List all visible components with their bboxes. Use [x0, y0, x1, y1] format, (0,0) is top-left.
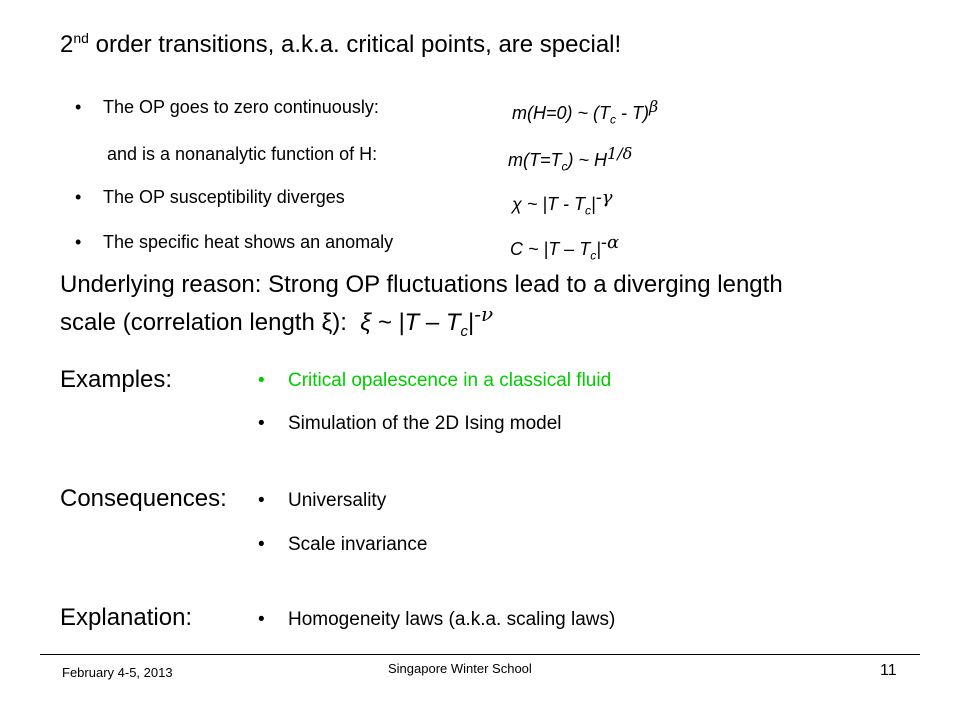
bullet-marker: • — [258, 534, 265, 555]
bullet-marker: • — [75, 187, 82, 207]
bullet-text-op-zero: The OP goes to zero continuously: — [103, 97, 379, 117]
footer-divider — [40, 654, 920, 655]
example-item-ising: Simulation of the 2D Ising model — [288, 413, 562, 434]
formula-specific-heat: C ~ $|T - T_c|^{-\alpha}$ — [510, 232, 620, 263]
reason-line-2: scale (correlation length ξ): ξ ~ $|T - T_c|^{-\nu}$ — [60, 302, 494, 340]
bullet-marker: • — [75, 232, 82, 252]
consequence-item-universality: Universality — [288, 490, 387, 511]
consequence-item-scale-invariance: Scale invariance — [288, 534, 428, 555]
bullet-text-specific-heat: The specific heat shows an anomaly — [103, 232, 394, 252]
slide-title: 2nd order transitions, a.k.a. critical points, are special! — [60, 30, 622, 58]
explanation-item-homogeneity: Homogeneity laws (a.k.a. scaling laws) — [288, 609, 616, 630]
bullet-marker: • — [258, 490, 265, 511]
bullet-marker: • — [75, 97, 82, 117]
bullet-text-susceptibility: The OP susceptibility diverges — [103, 187, 345, 207]
reason-line-1: Underlying reason: Strong OP fluctuations lead to a diverging length — [60, 271, 783, 298]
bullet-marker: • — [258, 370, 265, 391]
footer-date: February 4-5, 2013 — [62, 665, 173, 680]
formula-op-zero: m(H=0) ~ $(T_c - T)^\beta$ — [512, 97, 659, 127]
page-number: 11 — [880, 662, 897, 679]
formula-nonanalytic: $m(T=T_c)$ ~ $H^{1/\delta}$ — [508, 144, 633, 174]
formula-susceptibility: χ ~ $|T - T_c|^{-\gamma}$ — [512, 187, 613, 218]
consequences-label: Consequences: — [60, 485, 227, 512]
example-item-opalescence[interactable]: Critical opalescence in a classical fluid — [288, 370, 612, 391]
bullet-marker: • — [258, 413, 265, 434]
footer-school: Singapore Winter School — [388, 661, 532, 676]
bullet-text-nonanalytic: and is a nonanalytic function of H: — [107, 144, 378, 164]
bullet-marker: • — [258, 609, 265, 630]
examples-label: Examples: — [60, 366, 173, 393]
explanation-label: Explanation: — [60, 604, 193, 631]
